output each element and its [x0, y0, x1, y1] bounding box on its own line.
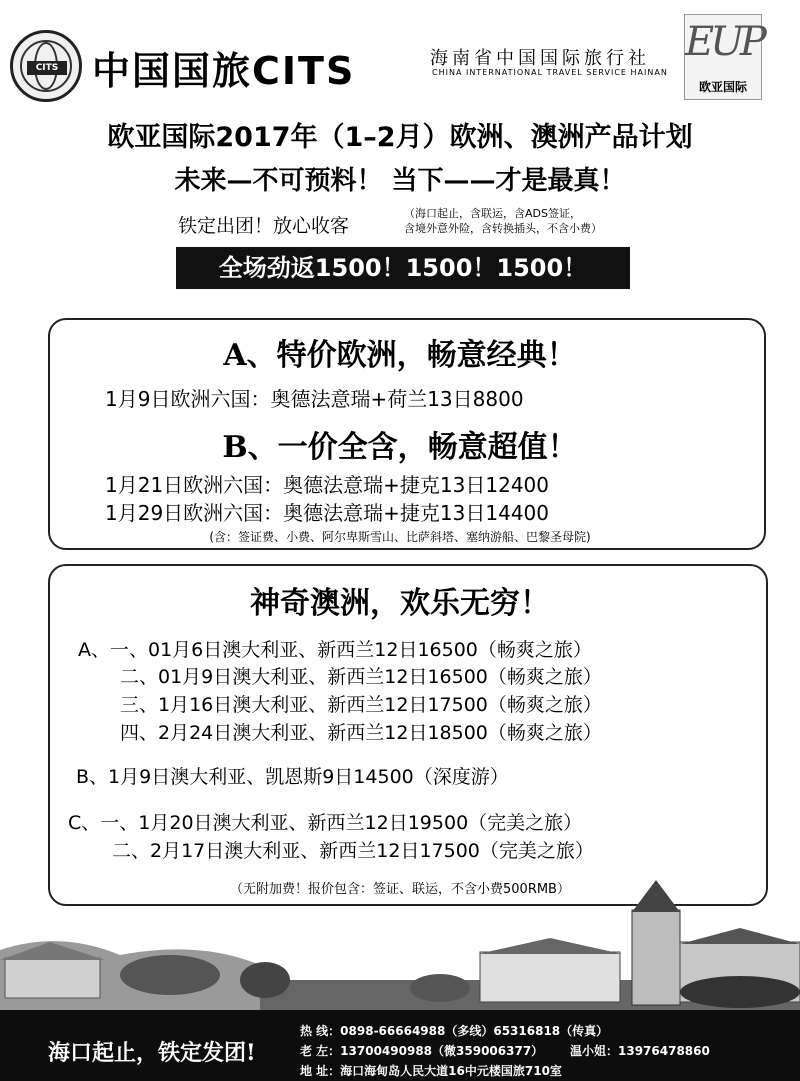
cashback-banner: 全场劲返1500！1500！1500！ [176, 247, 630, 289]
europe-inclusions: (含：签证费、小费、阿尔卑斯雪山、比萨斜塔、塞纳游船、巴黎圣母院) [209, 530, 591, 544]
europe-line-a1: 1月9日欧洲六国：奥德法意瑞+荷兰13日8800 [105, 387, 524, 411]
cits-logo [10, 30, 82, 102]
europe-line-b2: 1月29日欧洲六国：奥德法意瑞+捷克13日14400 [105, 501, 550, 525]
australia-line-a3: 三、1月16日澳大利亚、新西兰12日17500（畅爽之旅） [120, 694, 602, 716]
australia-line-a1: A、一、01月6日澳大利亚、新西兰12日16500（畅爽之旅） [78, 639, 592, 661]
hainan-agency-name: 海南省中国国际旅行社 [430, 48, 650, 69]
page-title: 欧亚国际2017年（1–2月）欧洲、澳洲产品计划 [107, 122, 693, 153]
contact-lao: 老 左：13700490988（微359006377） [300, 1044, 544, 1058]
europe-heading-a: A、特价欧洲，畅意经典！ [223, 338, 577, 373]
australia-heading: 神奇澳洲，欢乐无穷！ [250, 586, 550, 621]
australia-line-a4: 四、2月24日澳大利亚、新西兰12日18500（畅爽之旅） [120, 722, 602, 744]
guarantee-note-line-1: （海口起止，含联运，含ADS签证， [404, 207, 581, 220]
contact-wen: 温小姐：13976478860 [570, 1044, 710, 1058]
guarantee-text: 铁定出团！放心收客 [178, 215, 350, 237]
europe-heading-b: B、一价全含，畅意超值！ [222, 430, 578, 465]
slogan: 未来—不可预料！ 当下——才是最真！ [174, 166, 626, 196]
guarantee-note [404, 206, 602, 236]
australia-line-c2: 二、2月17日澳大利亚、新西兰12日17500（完美之旅） [112, 840, 594, 862]
hainan-agency-english: CHINA INTERNATIONAL TRAVEL SERVICE HAINAN [432, 68, 668, 77]
cits-brand-name: 中国国旅CITS [92, 49, 356, 93]
town-scenery-illustration [0, 880, 800, 1010]
footer-slogan: 海口起止，铁定发团! [48, 1040, 256, 1066]
eup-mark: EUP [685, 19, 763, 65]
eup-logo [684, 14, 762, 100]
eup-name: 欧亚国际 [698, 80, 747, 94]
guarantee-note-line-2: 含境外意外险，含转换插头，不含小费） [404, 222, 602, 235]
australia-line-c1: C、一、1月20日澳大利亚、新西兰12日19500（完美之旅） [68, 812, 583, 834]
europe-line-b1: 1月21日欧洲六国：奥德法意瑞+捷克13日12400 [105, 473, 550, 497]
australia-line-b1: B、1月9日澳大利亚、凯恩斯9日14500（深度游） [76, 766, 509, 788]
cits-badge: CITS [27, 61, 67, 75]
hotline: 热 线：0898-66664988（多线）65316818（传真） [300, 1024, 609, 1038]
address: 地 址：海口海甸岛人民大道16中元楼国旅710室 [300, 1064, 562, 1078]
australia-note: （无附加费！报价包含：签证、联运，不含小费500RMB） [230, 882, 570, 897]
australia-line-a2: 二、01月9日澳大利亚、新西兰12日16500（畅爽之旅） [120, 666, 602, 688]
